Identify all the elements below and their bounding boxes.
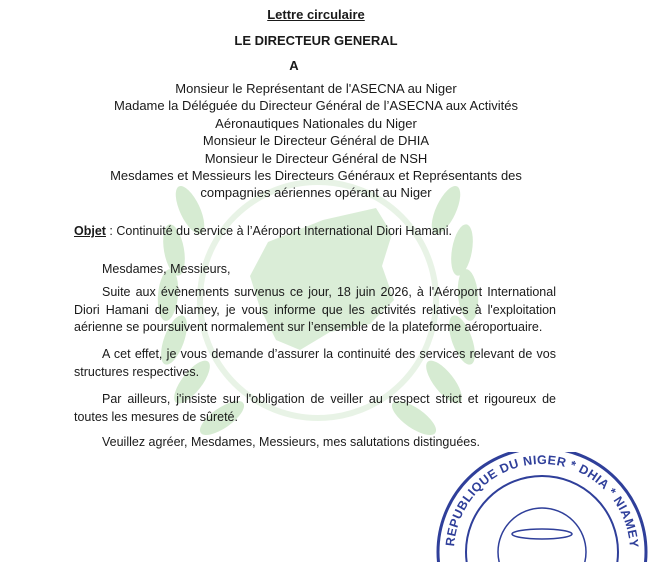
recipient-line: Mesdames et Messieurs les Directeurs Généraux et Représentants des xyxy=(110,168,522,184)
letter-title: Lettre circulaire xyxy=(267,7,365,22)
recipient-line: compagnies aériennes opérant au Niger xyxy=(200,185,432,201)
stamp-emblem-icon xyxy=(498,508,586,562)
sender-title: LE DIRECTEUR GENERAL xyxy=(234,33,398,48)
subject-separator: : xyxy=(105,224,117,238)
recipient-line: Monsieur le Directeur Général de NSH xyxy=(204,150,428,166)
subject-text: Continuité du service à l’Aéroport International Diori Hamani. xyxy=(116,224,452,238)
recipient-line: Madame la Déléguée du Directeur Général de l’ASECNA aux Activités xyxy=(114,98,518,114)
subject-line xyxy=(74,224,452,238)
addressee-marker: A xyxy=(289,58,299,73)
salutation: Mesdames, Messieurs, xyxy=(102,262,231,276)
stamp-text: REPUBLIQUE DU NIGER * DHIA * NIAMEY xyxy=(443,452,641,549)
recipients-block xyxy=(40,80,592,202)
body-paragraph: A cet effet, je vous demande d’assurer la continuité des services relevant de vos structures respectives. xyxy=(74,347,556,379)
recipient-line: Aéronautiques Nationales du Niger xyxy=(215,115,417,131)
closing-formula: Veuillez agréer, Mesdames, Messieurs, mes salutations distinguées. xyxy=(102,435,480,449)
body-paragraph: Par ailleurs, j'insiste sur l'obligation de veiller au respect strict et rigoureux de toutes les mesures de sûreté. xyxy=(74,392,556,424)
body-paragraph: Suite aux évènements survenus ce jour, 18 juin 2026, à l'Aéroport International Diori Hamani de Niamey, je vous informe que les activités relatives à l'exploitation aérienne se poursuivent normalement sur l’ensemble de la plateforme aéroportuaire. xyxy=(74,285,556,334)
recipient-line: Monsieur le Représentant de l'ASECNA au Niger xyxy=(175,81,457,96)
svg-text:REPUBLIQUE DU NIGER * DHIA * N xyxy=(443,453,641,549)
recipient-line: Monsieur le Directeur Général de DHIA xyxy=(202,133,430,149)
official-stamp xyxy=(426,452,656,562)
subject-label: Objet xyxy=(74,224,106,238)
